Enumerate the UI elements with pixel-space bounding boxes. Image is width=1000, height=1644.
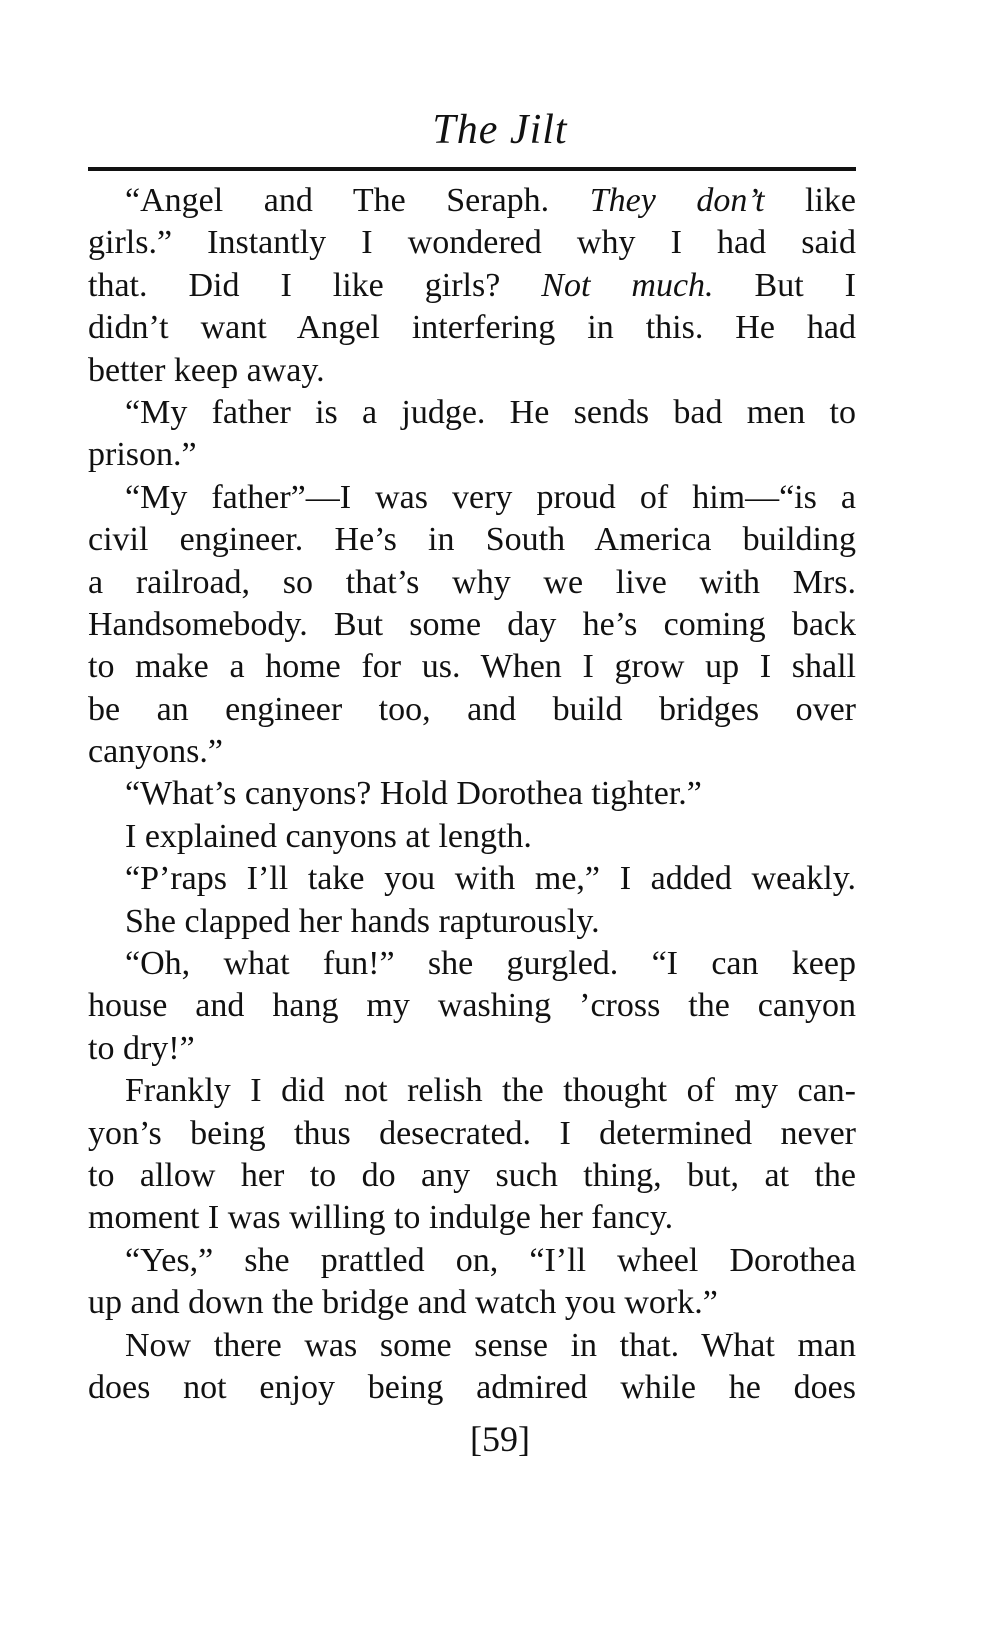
text-segment: prison.” (88, 436, 197, 474)
text-line (88, 858, 856, 900)
text-line (88, 434, 856, 476)
text-segment: up and down the bridge and watch you work.” (88, 1284, 718, 1322)
text-segment: “My father is a judge. He sends bad men to (125, 393, 856, 431)
text-line (88, 731, 856, 773)
text-line (88, 562, 856, 604)
text-segment: girls.” Instantly I wondered why I had said (88, 224, 856, 262)
text-segment: to make a home for us. When I grow up I shall (88, 648, 856, 686)
text-segment: “P’raps I’ll take you with me,” I added weakly. (125, 860, 856, 898)
text-line (88, 265, 856, 307)
text-line (88, 604, 856, 646)
text-line (88, 943, 856, 985)
text-segment: does not enjoy being admired while he does (88, 1368, 856, 1406)
text-line (88, 901, 856, 943)
text-segment: didn’t want Angel interfering in this. He had (88, 309, 856, 347)
text-segment: “What’s canyons? Hold Dorothea tighter.” (125, 775, 702, 813)
text-segment: I explained canyons at length. (125, 817, 532, 855)
text-segment: But I (713, 266, 856, 304)
text-line (88, 1240, 856, 1282)
text-line (88, 477, 856, 519)
text-line (88, 1325, 856, 1367)
text-segment: “Angel and The Seraph. (125, 182, 590, 219)
text-line (88, 1155, 856, 1197)
page-number: [59] (470, 1419, 530, 1459)
text-segment: She clapped her hands rapturously. (125, 902, 600, 940)
text-line (88, 985, 856, 1027)
text-segment: moment I was willing to indulge her fancy. (88, 1199, 674, 1237)
text-line (88, 1070, 856, 1112)
text-line (88, 392, 856, 434)
header-rule (88, 167, 856, 171)
body-text (88, 180, 856, 1409)
text-line (88, 1028, 856, 1070)
text-line (88, 350, 856, 392)
text-line (88, 816, 856, 858)
text-segment: Handsomebody. But some day he’s coming back (88, 605, 856, 643)
text-segment: civil engineer. He’s in South America building (88, 521, 856, 559)
text-line (88, 1113, 856, 1155)
text-segment: like (764, 182, 857, 219)
text-segment: canyons.” (88, 733, 224, 771)
text-segment: to allow her to do any such thing, but, at the (88, 1156, 856, 1194)
text-segment: Frankly I did not relish the thought of my can- (125, 1072, 856, 1110)
text-segment: yon’s being thus desecrated. I determined never (88, 1114, 856, 1152)
text-line (88, 646, 856, 688)
text-segment: that. Did I like girls? (88, 266, 542, 304)
text-segment: “Yes,” she prattled on, “I’ll wheel Dorothea (125, 1241, 856, 1279)
text-segment: better keep away. (88, 351, 325, 389)
text-line (88, 307, 856, 349)
text-line (88, 180, 856, 222)
italic-text: Not much. (541, 266, 714, 304)
text-line (88, 1197, 856, 1239)
text-segment: a railroad, so that’s why we live with Mrs. (88, 563, 856, 601)
text-line (88, 519, 856, 561)
text-segment: be an engineer too, and build bridges over (88, 690, 856, 728)
italic-text: They don’t (589, 182, 765, 219)
text-segment: “Oh, what fun!” she gurgled. “I can keep (125, 945, 856, 983)
running-title: The Jilt (432, 107, 568, 153)
text-segment: house and hang my washing ’cross the canyon (88, 987, 856, 1025)
text-line (88, 773, 856, 815)
text-line (88, 1282, 856, 1324)
text-segment: to dry!” (88, 1029, 195, 1067)
text-segment: Now there was some sense in that. What man (125, 1326, 856, 1364)
text-line (88, 222, 856, 264)
text-line (88, 689, 856, 731)
text-line (88, 1367, 856, 1409)
text-segment: “My father”—I was very proud of him—“is a (125, 478, 856, 516)
